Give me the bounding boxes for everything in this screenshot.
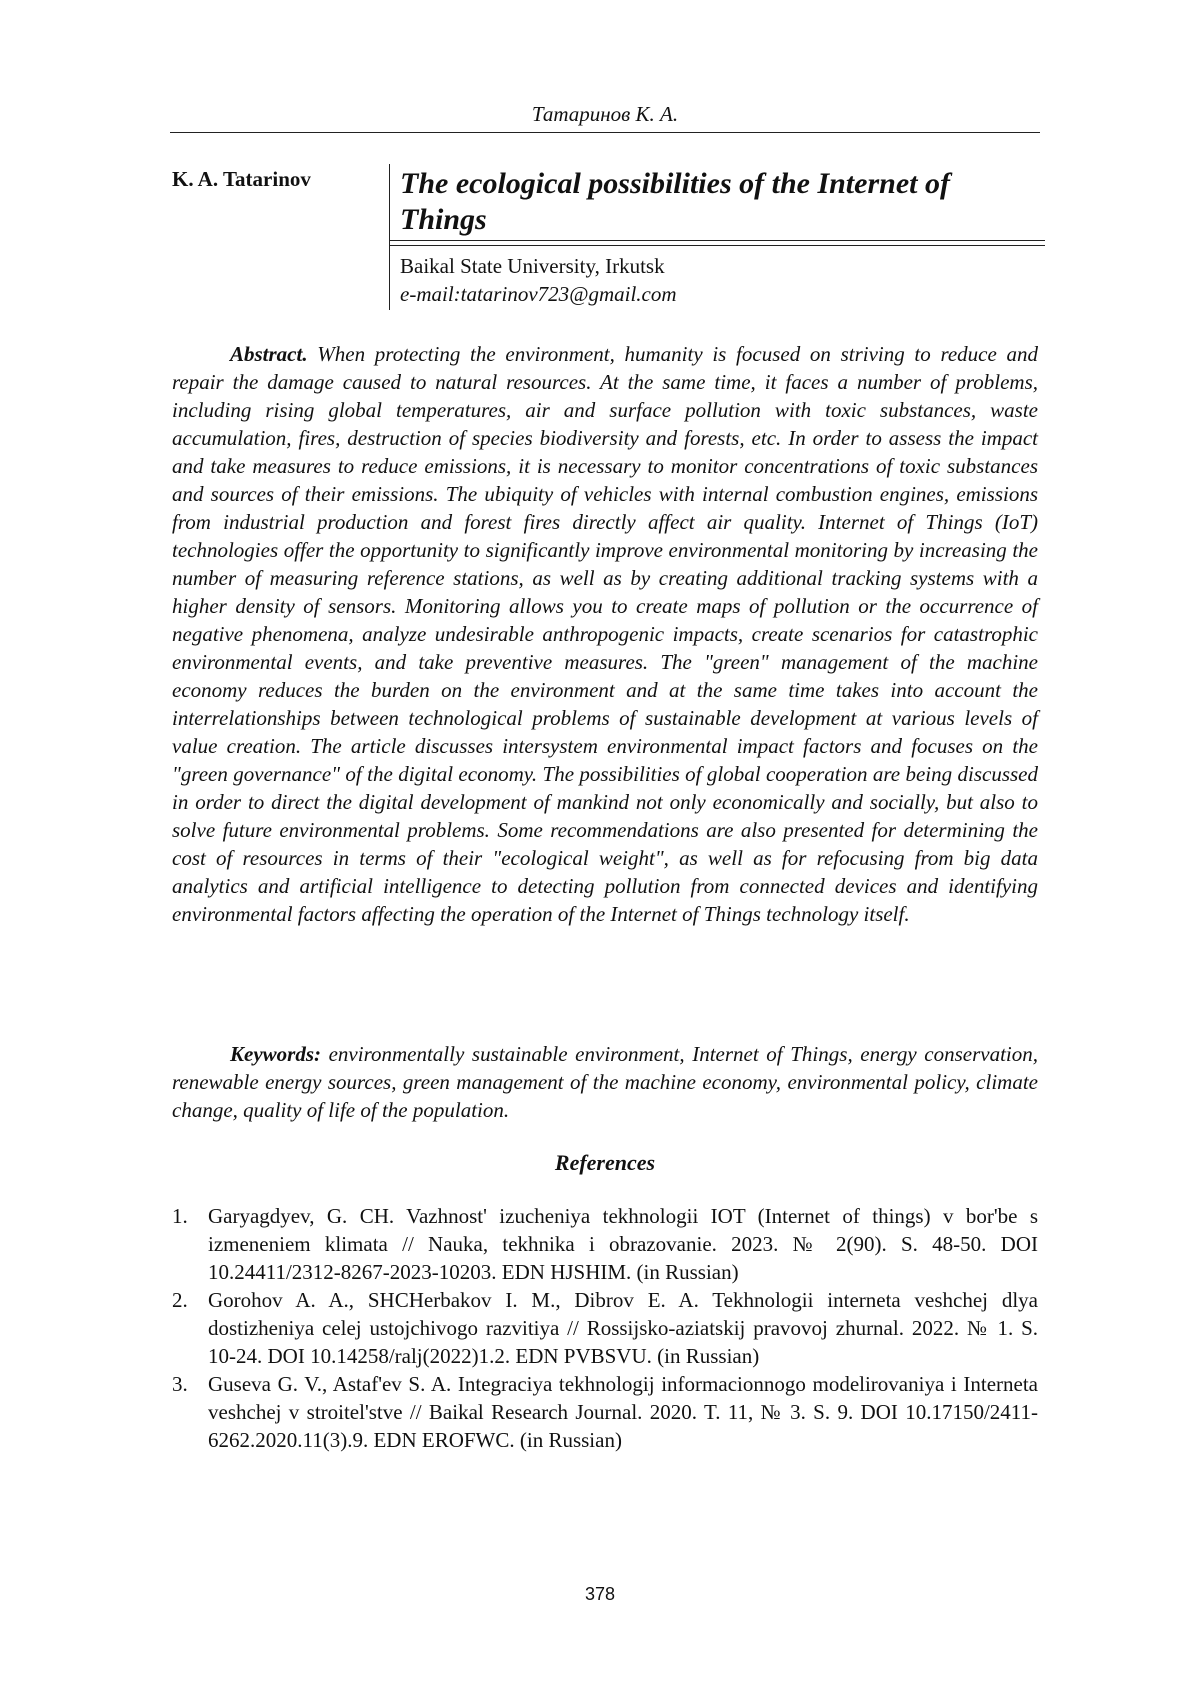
title-rule-bottom — [390, 245, 1045, 246]
author-name: K. A. Tatarinov — [172, 167, 311, 191]
reference-text: Garyagdyev, G. CH. Vazhnost' izucheniya tekhnologii IOT (Internet of things) v bor'be s izmeneniem klimata // Nauka, tekhnika i obrazovanie. 2023. № 2(90). S. 48-50. DOI 10.24411/2312-8267-2023-10203. EDN HJSHIM. (in Russian) — [208, 1204, 1038, 1284]
reference-text: Gorohov A. A., SHCHerbakov I. M., Dibrov E. A. Tekhnologii interneta veshchej dlya dostizheniya celej ustojchivogo razvitiya // Rossijsko-aziatskij pravovoj zhurnal. 2022. № 1. S. 10-24. DOI 10.14258/ralj(2022)1.2. EDN PVBSVU. (in Russian) — [208, 1288, 1038, 1368]
keywords-label: Keywords: — [230, 1042, 321, 1066]
abstract-text: When protecting the environment, humanity is focused on striving to reduce and repair the damage caused to natural resources. At the same time, it faces a number of problems, including rising global temperatures, air and surface pollution with toxic substances, waste accumulation, fires, destruction of species biodiversity and forests, etc. In order to assess the impact and take measures to reduce emissions, it is necessary to monitor concentrations of toxic substances and sources of their emissions. The ubiquity of vehicles with internal combustion engines, emissions from industrial production and forest fires directly affect air quality. Internet of Things (IoT) technologies offer the opportunity to significantly improve environmental monitoring by increasing the number of measuring reference stations, as well as by creating additional tracking systems with a higher density of sensors. Monitoring allows you to create maps of pollution or the occurrence of negative phenomena, analyze undesirable anthropogenic impacts, create scenarios for catastrophic environmental events, and take preventive measures. The "green" management of the machine economy reduces the burden on the environment and at the same time takes into account the interrelationships between technological problems of sustainable development at various levels of value creation. The article discusses intersystem environmental impact factors and focuses on the "green governance" of the digital economy. The possibilities of global cooperation are being discussed in order to direct the digital development of mankind not only economically and socially, but also to solve future environmental problems. Some recommendations are also presented for determining the cost of resources in terms of their "ecological weight", as well as for refocusing from big data analytics and artificial intelligence to detecting pollution from connected devices and identifying environmental factors affecting the operation of the Internet of Things technology itself. — [172, 342, 1039, 926]
running-head: Татаринов К. А. — [531, 102, 679, 126]
title-rule-top — [390, 240, 1045, 241]
reference-number: 2. — [172, 1288, 188, 1312]
references-list — [172, 1202, 1038, 1454]
references-heading: References — [554, 1150, 656, 1175]
keywords — [172, 1040, 1038, 1124]
reference-number: 1. — [172, 1204, 188, 1228]
affiliation: Baikal State University, Irkutsk — [400, 254, 665, 278]
reference-number: 3. — [172, 1372, 188, 1396]
header-rule — [170, 132, 1040, 133]
reference-item — [172, 1370, 1038, 1454]
author-email: e-mail:tatarinov723@gmail.com — [400, 282, 677, 306]
reference-text: Guseva G. V., Astaf'ev S. A. Integraciya tekhnologij informacionnogo modelirovaniya i Interneta veshchej v stroitel'stve // Baikal Research Journal. 2020. T. 11, № 3. S. 9. DOI 10.17150/2411-6262.2020.11(3).9. EDN EROFWC. (in Russian) — [208, 1372, 1038, 1452]
page-number: 378 — [584, 1584, 616, 1604]
reference-item — [172, 1202, 1038, 1286]
title-divider-vertical — [389, 164, 390, 310]
article-title: The ecological possibilities of the Internet of Things — [400, 167, 950, 236]
abstract — [172, 340, 1038, 928]
abstract-label: Abstract. — [230, 342, 308, 366]
keywords-text: environmentally sustainable environment, Internet of Things, energy conservation, renewable energy sources, green management of the machine economy, environmental policy, climate change, quality of life of the population. — [172, 1042, 1038, 1122]
reference-item — [172, 1286, 1038, 1370]
